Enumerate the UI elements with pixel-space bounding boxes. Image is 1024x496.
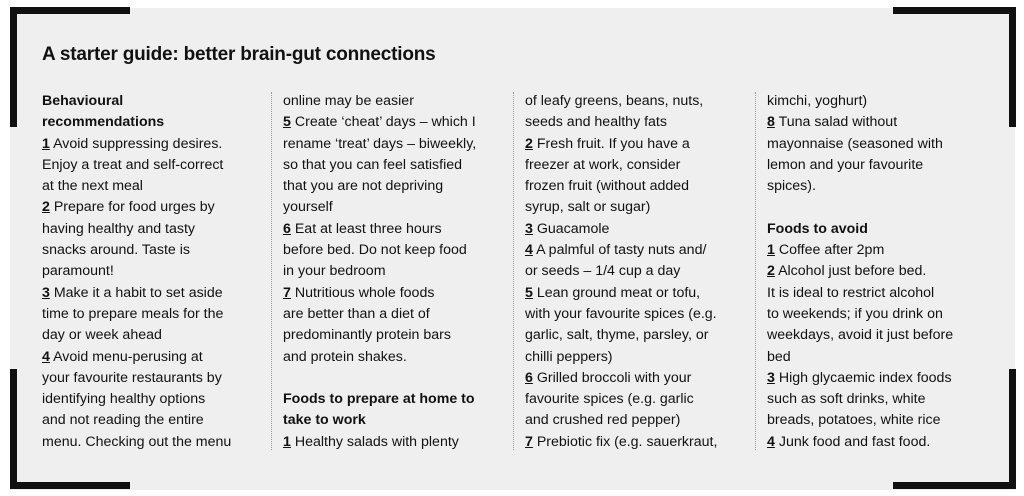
item-text: bed <box>767 348 791 365</box>
item-number: 7 <box>525 433 533 450</box>
item-text: A palmful of tasty nuts and/ <box>536 242 707 259</box>
item-text: Create ‘cheat’ days – which I <box>294 114 476 131</box>
page-title: A starter guide: better brain-gut connections <box>42 44 436 65</box>
text-line <box>525 304 750 325</box>
column-behavioural-continued <box>283 91 508 453</box>
item-number: 3 <box>525 220 533 237</box>
section-heading: Foods to prepare at home to <box>283 391 475 408</box>
item-text: Eat at least three hours <box>294 220 442 237</box>
text-line <box>42 283 267 304</box>
item-text: lemon and your favourite <box>767 156 924 173</box>
item-text: with your favourite spices (e.g. <box>525 305 717 322</box>
text-line <box>283 134 508 155</box>
text-line <box>525 219 750 240</box>
column-foods-to-prepare <box>525 91 750 453</box>
text-line <box>283 176 508 197</box>
item-text: Healthy salads with plenty <box>294 433 459 450</box>
text-line <box>283 347 508 368</box>
item-text: snacks around. Taste is <box>42 242 190 259</box>
text-line <box>525 410 750 431</box>
item-number: 2 <box>767 263 775 280</box>
item-text: Avoid suppressing desires. <box>53 135 223 152</box>
item-text: Avoid menu-perusing at <box>53 348 203 365</box>
column-divider <box>271 92 272 450</box>
item-number: 4 <box>42 348 50 365</box>
item-text: Coffee after 2pm <box>778 242 885 259</box>
text-line <box>42 134 267 155</box>
text-line <box>42 432 267 453</box>
corner-bracket-bottom-right <box>893 482 1016 489</box>
item-text: Lean ground meat or tofu, <box>536 284 701 301</box>
text-line <box>767 304 992 325</box>
corner-bracket-top-left <box>10 7 130 14</box>
text-line <box>42 261 267 282</box>
text-line <box>525 283 750 304</box>
text-line <box>283 155 508 176</box>
item-text: predominantly protein bars <box>283 327 451 344</box>
item-text: having healthy and tasty <box>42 220 196 237</box>
text-line <box>525 197 750 218</box>
item-number: 4 <box>525 242 533 259</box>
item-number: 3 <box>42 284 50 301</box>
text-line <box>525 240 750 261</box>
text-line <box>42 304 267 325</box>
text-line <box>767 368 992 389</box>
item-text: that you are not depriving <box>283 178 444 195</box>
item-text: Nutritious whole foods <box>294 284 435 301</box>
item-text: so that you can feel satisfied <box>283 156 463 173</box>
text-line <box>42 155 267 176</box>
text-line <box>525 389 750 410</box>
text-line <box>525 155 750 176</box>
item-text: seeds and healthy fats <box>525 114 667 131</box>
item-text: at the next meal <box>42 178 143 195</box>
corner-bracket-top-right <box>893 7 1016 14</box>
text-line <box>767 261 992 282</box>
text-line <box>525 347 750 368</box>
item-text: time to prepare meals for the <box>42 305 224 322</box>
text-line <box>42 176 267 197</box>
corner-bracket-bottom-left-vertical <box>10 369 17 489</box>
column-divider <box>513 92 514 450</box>
item-text: spices). <box>767 178 816 195</box>
text-line <box>283 283 508 304</box>
item-text: Fresh fruit. If you have a <box>536 135 690 152</box>
section-heading: Behavioural <box>42 93 124 109</box>
item-number: 4 <box>767 433 775 450</box>
item-text: such as soft drinks, white <box>767 391 926 408</box>
item-text: are better than a diet of <box>283 305 430 322</box>
item-number: 5 <box>525 284 533 301</box>
item-text: to weekends; if you drink on <box>767 305 943 322</box>
text-line <box>767 134 992 155</box>
item-text: and protein shakes. <box>283 348 407 365</box>
item-text: paramount! <box>42 263 114 280</box>
item-text: in your bedroom <box>283 263 386 280</box>
text-line <box>525 432 750 453</box>
item-text: menu. Checking out the menu <box>42 433 232 450</box>
text-line <box>283 91 508 112</box>
text-line <box>42 240 267 261</box>
text-line <box>42 219 267 240</box>
text-line <box>42 325 267 346</box>
column-foods-to-avoid <box>767 91 992 453</box>
item-text: or seeds – 1/4 cup a day <box>525 263 681 280</box>
item-number: 2 <box>525 135 533 152</box>
text-line <box>525 176 750 197</box>
item-number: 8 <box>767 114 775 131</box>
item-number: 1 <box>767 242 775 259</box>
item-text: and crushed red pepper) <box>525 412 681 429</box>
item-text: Enjoy a treat and self-correct <box>42 156 224 173</box>
corner-bracket-top-left-vertical <box>10 7 17 127</box>
text-line <box>283 304 508 325</box>
item-text: Tuna salad without <box>778 114 898 131</box>
item-text: garlic, salt, thyme, parsley, or <box>525 327 709 344</box>
food-list <box>525 91 750 453</box>
item-text: of leafy greens, beans, nuts, <box>525 93 704 109</box>
text-line <box>767 91 992 112</box>
text-line <box>42 347 267 368</box>
item-text: syrup, salt or sugar) <box>525 199 651 216</box>
item-text: Make it a habit to set aside <box>53 284 223 301</box>
item-text: kimchi, yoghurt) <box>767 93 868 109</box>
item-number: 3 <box>767 369 775 386</box>
item-text: day or week ahead <box>42 327 162 344</box>
item-number: 5 <box>283 114 291 131</box>
section-heading: take to work <box>283 412 366 429</box>
column-divider <box>755 92 756 450</box>
item-number: 1 <box>42 135 50 152</box>
item-text: Prebiotic fix (e.g. sauerkraut, <box>536 433 718 450</box>
item-number: 1 <box>283 433 291 450</box>
text-line <box>767 389 992 410</box>
text-line <box>283 112 508 133</box>
text-line <box>767 155 992 176</box>
item-text: identifying healthy options <box>42 391 206 408</box>
corner-bracket-bottom-left <box>10 482 130 489</box>
item-text: weekdays, avoid it just before <box>767 327 954 344</box>
item-text: mayonnaise (seasoned with <box>767 135 943 152</box>
text-line <box>525 368 750 389</box>
avoid-list <box>767 240 992 453</box>
item-text: Grilled broccoli with your <box>536 369 692 386</box>
text-line <box>42 197 267 218</box>
corner-bracket-bottom-right-vertical <box>1009 369 1016 489</box>
text-line <box>283 432 508 453</box>
item-text: Junk food and fast food. <box>778 433 931 450</box>
text-line <box>283 240 508 261</box>
text-line <box>42 368 267 389</box>
text-line <box>42 410 267 431</box>
text-line <box>525 325 750 346</box>
item-text: It is ideal to restrict alcohol <box>767 284 935 301</box>
text-line <box>767 283 992 304</box>
text-line <box>767 112 992 133</box>
text-line <box>283 261 508 282</box>
text-line <box>42 389 267 410</box>
text-line <box>767 240 992 261</box>
text-line <box>283 219 508 240</box>
text-line <box>525 112 750 133</box>
recommendation-list <box>42 134 267 453</box>
item-text: and not reading the entire <box>42 412 204 429</box>
item-text: Prepare for food urges by <box>53 199 215 216</box>
item-text: favourite spices (e.g. garlic <box>525 391 694 408</box>
item-text: freezer at work, consider <box>525 156 681 173</box>
item-text: rename ‘treat’ days – biweekly, <box>283 135 477 152</box>
text-line <box>767 410 992 431</box>
item-number: 7 <box>283 284 291 301</box>
food-list <box>767 91 992 197</box>
item-text: High glycaemic index foods <box>778 369 952 386</box>
text-line <box>767 347 992 368</box>
item-text: before bed. Do not keep food <box>283 242 467 259</box>
item-text: frozen fruit (without added <box>525 178 690 195</box>
item-number: 6 <box>525 369 533 386</box>
text-line <box>767 432 992 453</box>
food-list <box>283 432 508 453</box>
text-line <box>767 325 992 346</box>
item-text: online may be easier <box>283 93 414 109</box>
corner-bracket-top-right-vertical <box>1009 7 1016 127</box>
item-text: Alcohol just before bed. <box>778 263 927 280</box>
item-number: 6 <box>283 220 291 237</box>
section-heading: Foods to avoid <box>767 220 868 237</box>
text-line <box>283 197 508 218</box>
item-text: chilli peppers) <box>525 348 613 365</box>
item-text: breads, potatoes, white rice <box>767 412 941 429</box>
item-text: yourself <box>283 199 333 216</box>
text-line <box>767 176 992 197</box>
item-text: your favourite restaurants by <box>42 369 222 386</box>
text-line <box>283 325 508 346</box>
text-line <box>525 134 750 155</box>
text-line <box>525 91 750 112</box>
item-number: 2 <box>42 199 50 216</box>
recommendation-list <box>283 91 508 368</box>
text-line <box>525 261 750 282</box>
section-heading: recommendations <box>42 114 165 131</box>
item-text: Guacamole <box>536 220 610 237</box>
column-behavioural <box>42 91 267 453</box>
